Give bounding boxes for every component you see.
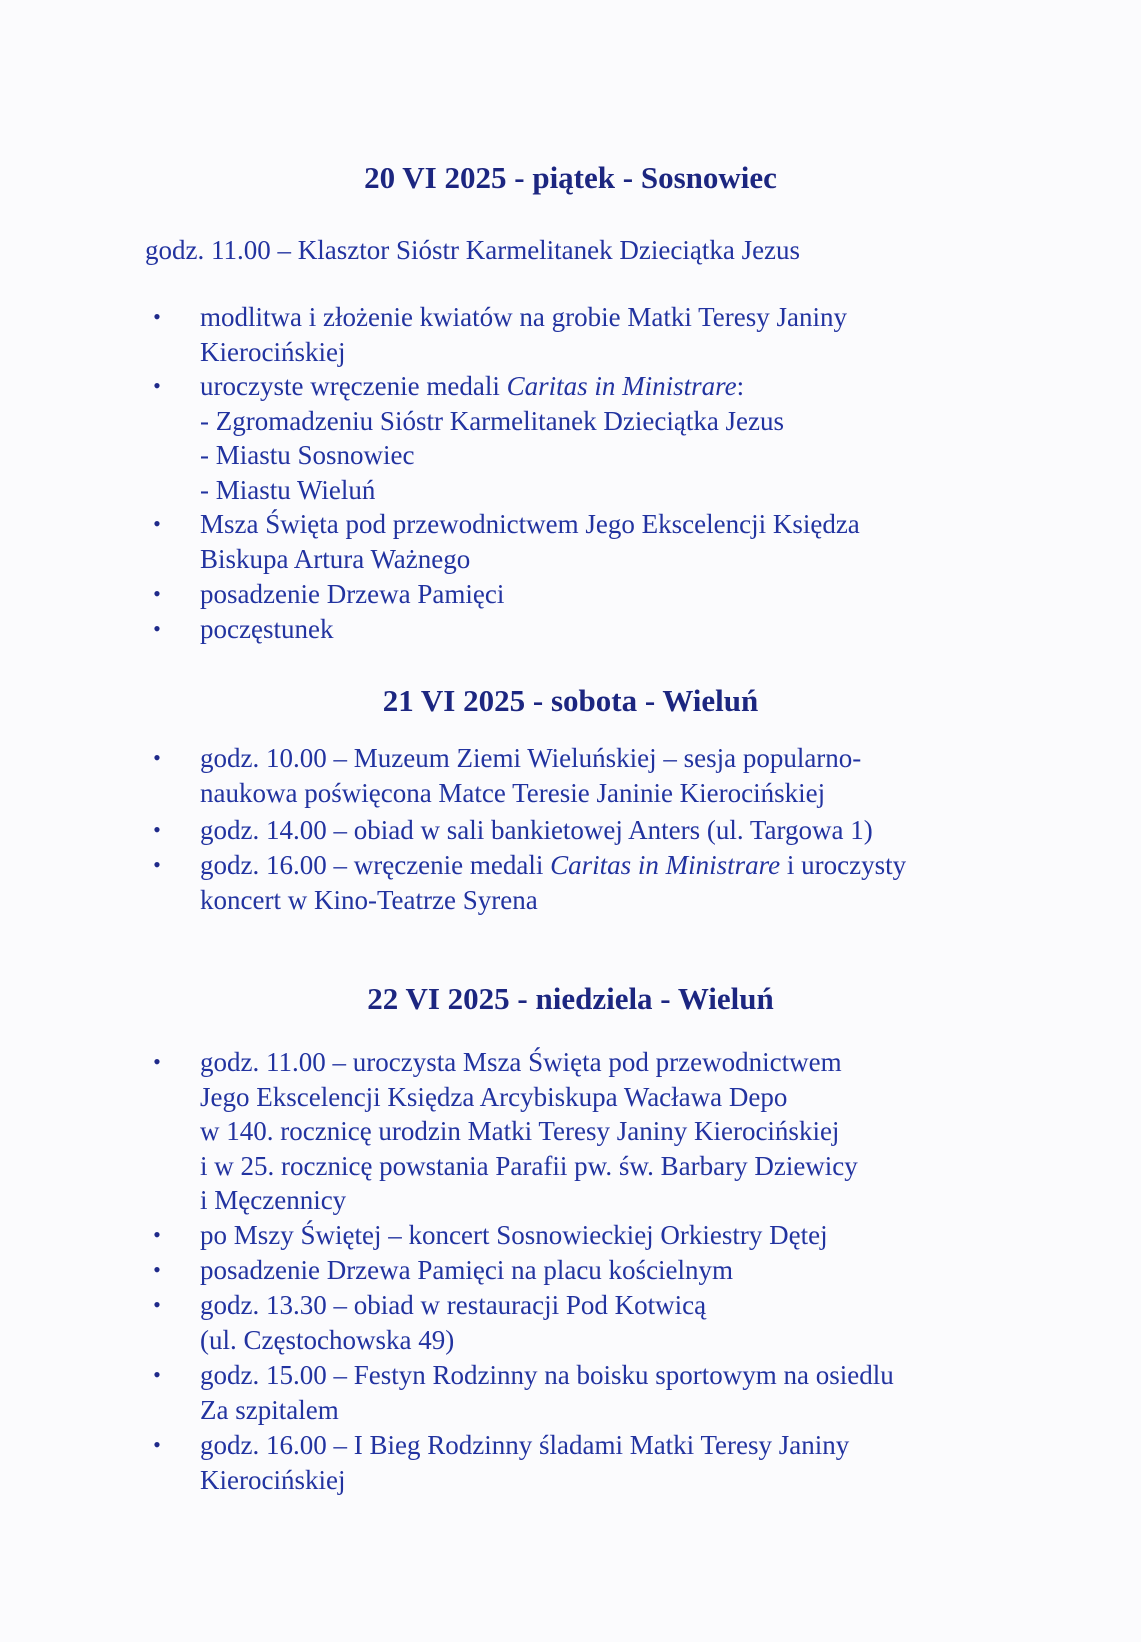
day3-item-5 <box>200 1358 894 1427</box>
recipient-line: - Miastu Sosnowiec <box>200 440 415 470</box>
item-line <box>200 369 784 404</box>
recipient-line: - Zgromadzeniu Sióstr Karmelitanek Dzieciątka Jezus <box>200 405 785 436</box>
bullet-glyph: • <box>153 817 161 842</box>
bullet-glyph: • <box>153 1362 161 1387</box>
item-line: godz. 10.00 – Muzeum Ziemi Wieluńskiej – sesja popularno- <box>200 743 862 773</box>
recipient-line: - Miastu Wieluń <box>200 474 376 505</box>
bullet-glyph: • <box>153 1222 161 1247</box>
day1-item-3 <box>200 507 860 576</box>
bullet-glyph: • <box>153 616 161 641</box>
item-line: godz. 13.30 – obiad w restauracji Pod Kotwicą <box>200 1290 707 1320</box>
item-line: godz. 14.00 – obiad w sali bankietowej Anters (ul. Targowa 1) <box>200 815 873 845</box>
bullet-glyph: • <box>153 1432 161 1457</box>
bullet-glyph: • <box>153 1049 161 1074</box>
item-line: posadzenie Drzewa Pamięci na placu kościelnym <box>200 1255 734 1285</box>
day2-item-1 <box>200 741 861 810</box>
item-line: naukowa poświęcona Matce Teresie Janinie Kierocińskiej <box>200 777 826 808</box>
item-line: godz. 11.00 – uroczysta Msza Święta pod przewodnictwem <box>200 1047 842 1077</box>
item-line: (ul. Częstochowska 49) <box>200 1324 455 1355</box>
item-line <box>200 848 906 883</box>
item-line: i Męczennicy <box>200 1185 347 1215</box>
day1-heading: 20 VI 2025 - piątek - Sosnowiec <box>364 160 777 195</box>
item-line: Kierocińskiej <box>200 1464 346 1495</box>
day2-item-2 <box>200 813 873 848</box>
item-line: poczęstunek <box>200 614 334 644</box>
item-line: koncert w Kino-Teatrze Syrena <box>200 884 538 915</box>
day1-item-2 <box>200 369 784 507</box>
day2-item-3 <box>200 848 906 917</box>
day3-item-6 <box>200 1428 849 1497</box>
bullet-glyph: • <box>153 581 161 606</box>
bullet-glyph: • <box>153 1292 161 1317</box>
bullet-glyph: • <box>153 304 161 329</box>
item-line: i w 25. rocznicę powstania Parafii pw. św. Barbary Dziewicy <box>200 1150 858 1181</box>
day1-item-1 <box>200 300 847 369</box>
bullet-glyph: • <box>153 373 161 398</box>
item-text: uroczyste wręczenie medali <box>200 371 507 401</box>
day1-intro: godz. 11.00 – Klasztor Sióstr Karmelitanek Dzieciątka Jezus <box>145 235 801 265</box>
item-line: w 140. rocznicę urodzin Matki Teresy Janiny Kierocińskiej <box>200 1116 840 1146</box>
bullet-glyph: • <box>153 745 161 770</box>
day3-item-3 <box>200 1253 733 1288</box>
item-text: : <box>736 371 745 401</box>
medal-name: Caritas in Ministrare <box>550 850 781 880</box>
item-text: godz. 16.00 – wręczenie medali <box>200 850 551 880</box>
medal-name: Caritas in Ministrare <box>506 371 737 401</box>
day3-item-2 <box>200 1218 828 1253</box>
bullet-glyph: • <box>153 1257 161 1282</box>
day1-item-5 <box>200 612 333 647</box>
bullet-glyph: • <box>153 852 161 877</box>
bullet-glyph: • <box>153 511 161 536</box>
day2-heading: 21 VI 2025 - sobota - Wieluń <box>382 683 759 718</box>
day3-item-4 <box>200 1288 706 1357</box>
item-line: Jego Ekscelencji Księdza Arcybiskupa Wacława Depo <box>200 1081 788 1112</box>
item-line: Kierocińskiej <box>200 336 346 367</box>
item-line: Msza Święta pod przewodnictwem Jego Ekscelencji Księdza <box>200 509 860 539</box>
item-line: po Mszy Świętej – koncert Sosnowieckiej Orkiestry Dętej <box>200 1220 828 1250</box>
item-line: modlitwa i złożenie kwiatów na grobie Matki Teresy Janiny <box>200 302 847 332</box>
item-line: posadzenie Drzewa Pamięci <box>200 579 505 609</box>
item-line: godz. 15.00 – Festyn Rodzinny na boisku sportowym na osiedlu <box>200 1360 894 1390</box>
day3-heading: 22 VI 2025 - niedziela - Wieluń <box>367 981 774 1016</box>
item-line: Za szpitalem <box>200 1394 339 1425</box>
item-line: Biskupa Artura Ważnego <box>200 543 471 574</box>
day3-item-1 <box>200 1045 858 1218</box>
item-text: i uroczysty <box>780 850 907 880</box>
day1-item-4 <box>200 577 504 612</box>
item-line: godz. 16.00 – I Bieg Rodzinny śladami Matki Teresy Janiny <box>200 1430 850 1460</box>
